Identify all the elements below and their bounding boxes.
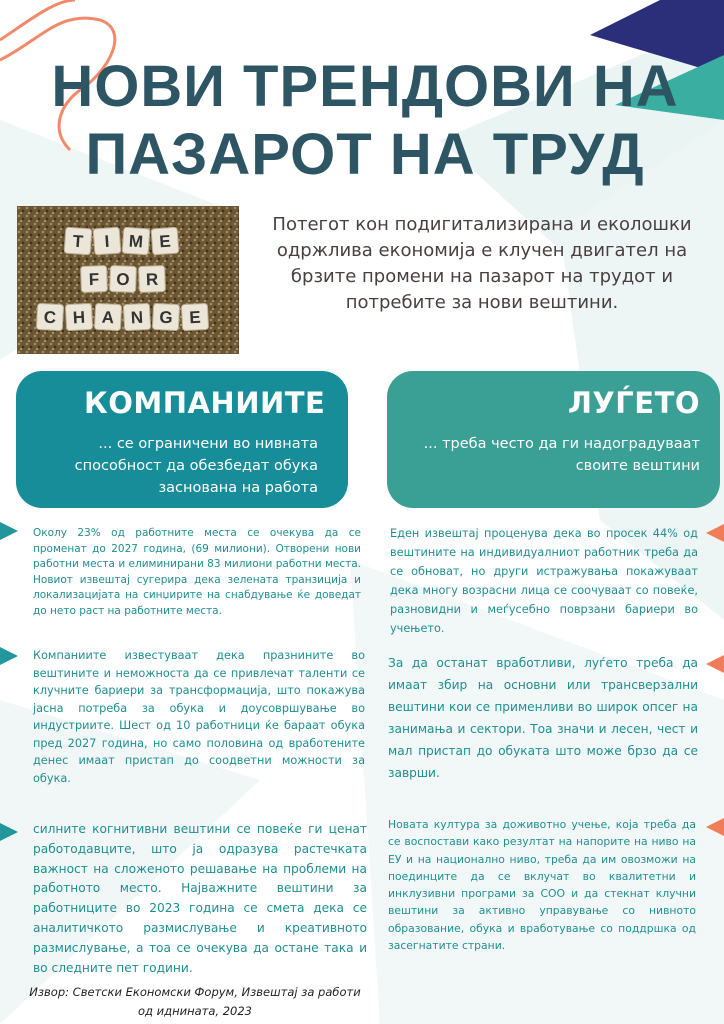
letter-tile (65, 303, 92, 330)
time-for-change-photo (17, 206, 239, 354)
companies-card (16, 371, 348, 508)
letter-tile-char: I (104, 231, 111, 252)
orange-bullet-icon (706, 655, 724, 673)
letter-tile (64, 227, 92, 255)
letter-tile-char: O (116, 269, 130, 290)
page-title-line2: ПАЗАРОТ НА ТРУД (85, 122, 645, 187)
letter-tile-char: G (158, 307, 174, 328)
letter-tile (181, 303, 208, 330)
photo-illustration (17, 206, 239, 354)
teal-bullet-icon (0, 522, 18, 540)
letter-tile (152, 303, 179, 330)
people-heading: ЛУЃЕТО (567, 386, 700, 420)
letter-tile (93, 227, 121, 255)
orange-bullet-icon (706, 524, 724, 542)
orange-bullet-icon (706, 818, 724, 836)
letter-tile-char: E (158, 231, 172, 252)
left-paragraph-2: Компаниите известуваат дека празнините во вештините и неможноста да се привлечат таленти се клучните бариери за трансформација, што покажува јасна потреба за обука и доусовршување во индустриите. Шест од 10 работници ќе бараат обука пред 2027 година, но само половина од вработените денес имаат пристап до соодветни можности за обука. (33, 649, 365, 785)
teal-bullet-icon (0, 823, 18, 841)
letter-tile (122, 227, 150, 255)
letter-tile-char: C (43, 307, 57, 328)
letter-tile (151, 227, 179, 255)
page-title-line1: НОВИ ТРЕНДОВИ НА (51, 54, 679, 119)
letter-tile-char: R (145, 269, 159, 290)
letter-tile-char: N (130, 307, 144, 328)
people-subtitle: ... треба често да ги надоградуваат своите вештини (423, 436, 700, 474)
letter-tile (110, 266, 137, 293)
companies-heading: КОМПАНИИТЕ (84, 386, 326, 420)
letter-tile (139, 266, 166, 293)
right-paragraph-3: Новата култура за доживотно учење, која треба да се воспостави како резултат на напорите на ниво на ЕУ и на национално ниво, треба да им овозможи на поединците да се вклучат во квалитетни и инклузивни програми за СОО и да стекнат клучни вештини за активно управување со нивното образование, обука и вработување со поддршка од засегнатите страни. (388, 818, 696, 953)
teal-bullet-icon (0, 647, 18, 665)
letter-tile (94, 303, 121, 330)
letter-tile-char: F (88, 269, 100, 290)
intro-text: Потегот кон подигитализирана и еколошки одржлива економија е клучен двигател на брзите промени на пазарот на трудот и потребите за нови вештини. (272, 214, 692, 313)
left-paragraph-1: Околу 23% од работните места се очекува да се променат до 2027 година, (69 милиони). Отворени нови работни места и елиминирани 83 милиони работни места. Новиот извештај сугерира дека зелената транзиција и локализацијата на синџирите на снабдување ќе доведат до нето раст на работните места. (33, 527, 361, 617)
letter-tile-char: E (188, 307, 202, 328)
companies-subtitle: ... се ограничени во нивната способност да обезбедат обука заснована на работа (74, 436, 318, 496)
left-paragraph-3: силните когнитивни вештини се повеќе ги ценат работодавците, што ја одразува растечката важност на сложеното решавање на проблеми на работното место. Најважните вештини за работниците во 2023 година се смета дека се аналитичкото размислување и креативното размислување, а тоа се очекува да остане така и во следните пет години. (33, 822, 367, 975)
orange-squiggle-1 (0, 0, 75, 40)
letter-tile (36, 303, 63, 330)
letter-tile-char: H (72, 307, 86, 328)
letter-tile-char: M (128, 231, 144, 252)
letter-tile-char: A (101, 307, 115, 328)
letter-tile (123, 303, 150, 330)
letter-tile-char: T (72, 231, 84, 252)
letter-tile (81, 266, 108, 293)
people-card (387, 371, 720, 508)
right-paragraph-2: За да останат вработливи, луѓето треба да имаат збир на основни или трансверзални вештини кои се применливи во широк опсег на занимања и сектори. Тоа значи и лесен, чест и мал пристап до обуката што може брзо да се заврши. (388, 656, 698, 780)
source-citation: Извор: Светски Економски Форум, Извештај за работи од иднината, 2023 (29, 985, 361, 1018)
right-paragraph-1: Еден извештај проценува дека во просек 44% од вештините на индивидуалниот работник треба да се обноват, но други истражувања покажуваат дека многу возрасни лица се соочуваат со повеќе, разновидни и меѓусебно поврзани бариери во учењето. (390, 527, 698, 635)
